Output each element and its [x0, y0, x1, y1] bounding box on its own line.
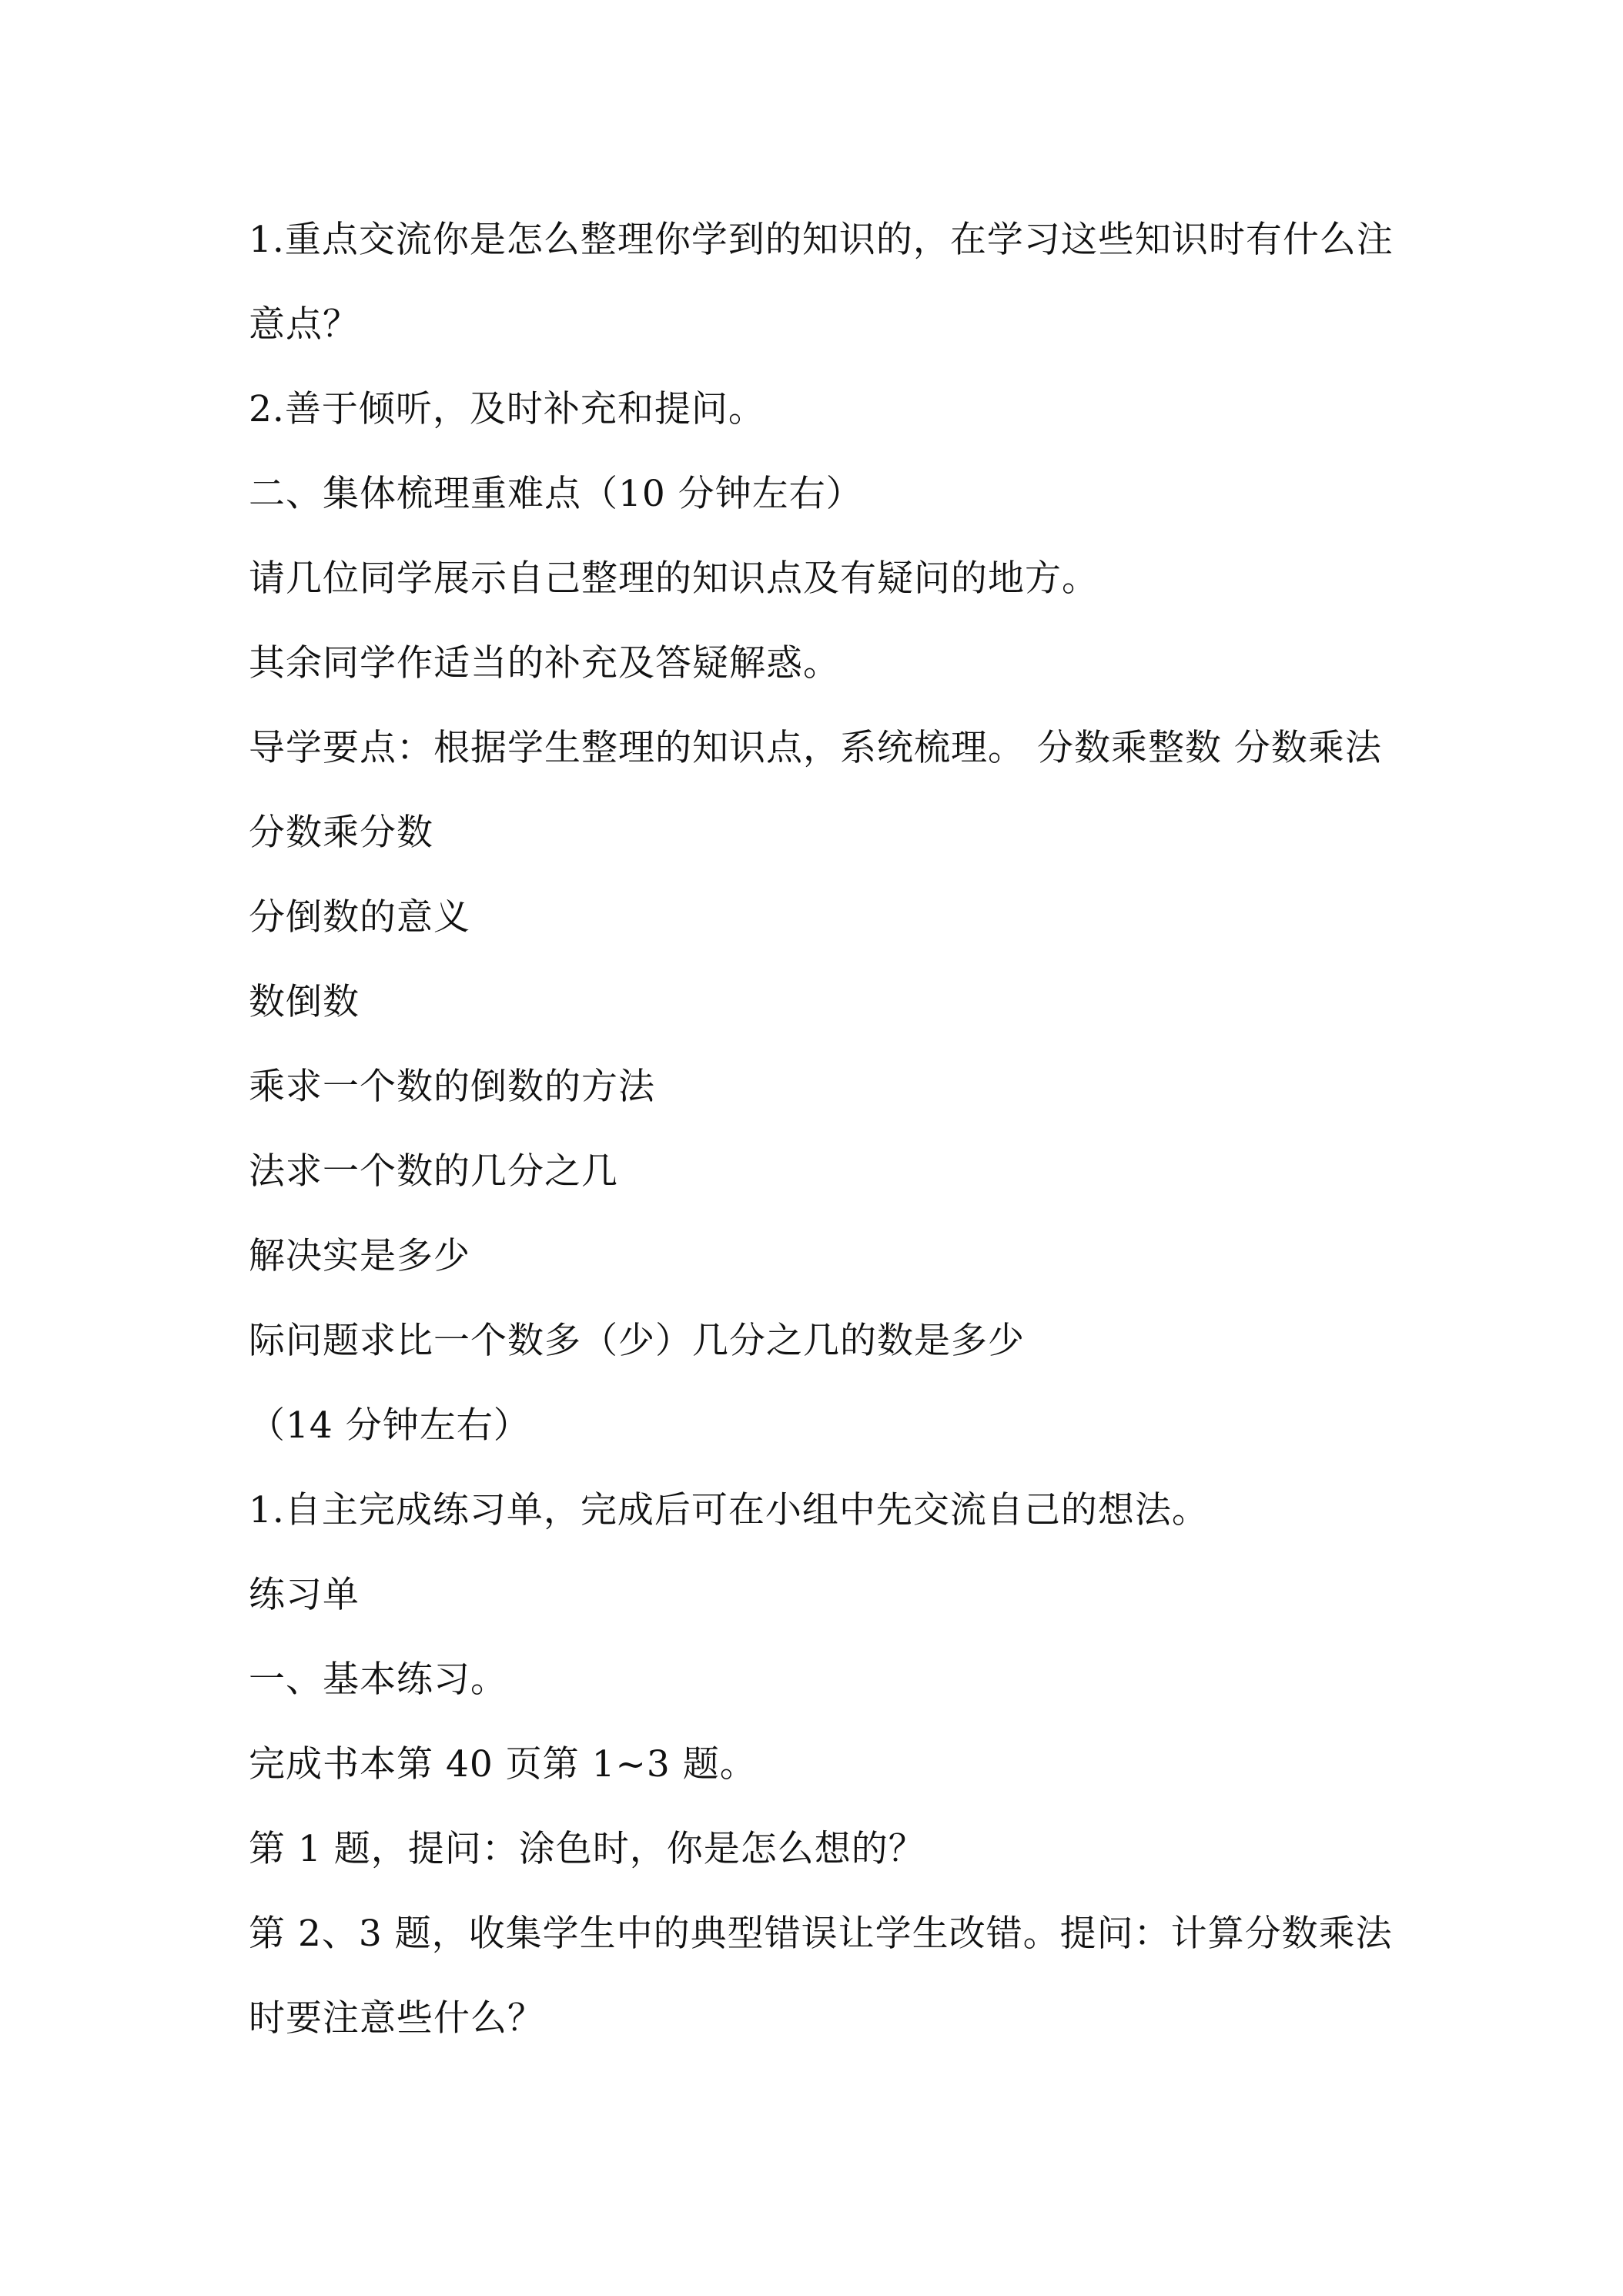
text-line: 完成书本第 40 页第 1~3 题。 [249, 1743, 757, 1786]
section-heading: 二、集体梳理重难点（10 分钟左右） [249, 473, 863, 515]
text-line: 2.善于倾听，及时补充和提问。 [249, 388, 765, 430]
text-line: 分数乘分数 [249, 812, 433, 854]
section-heading: 一、基本练习。 [249, 1658, 507, 1701]
text-line: 请几位同学展示自己整理的知识点及有疑问的地方。 [249, 557, 1099, 600]
text-line: 法求一个数的几分之几 [249, 1150, 618, 1193]
text-line: 数倒数 [249, 981, 360, 1023]
text-line: 导学要点：根据学生整理的知识点，系统梳理。 分数乘整数 分数乘法 [249, 727, 1382, 769]
text-line: （14 分钟左右） [249, 1404, 530, 1447]
text-line: 乘求一个数的倒数的方法 [249, 1066, 655, 1108]
text-line: 1.重点交流你是怎么整理你学到的知识的，在学习这些知识时有什么注 [249, 219, 1394, 261]
text-line: 其余同学作适当的补充及答疑解惑。 [249, 642, 840, 684]
text-line: 第 1 题，提问：涂色时，你是怎么想的？ [249, 1828, 925, 1870]
text-line: 第 2、3 题，收集学生中的典型错误让学生改错。提问：计算分数乘法 [249, 1913, 1393, 1955]
text-line: 意点？ [249, 303, 360, 346]
document-body [249, 212, 1404, 2075]
text-line: 分倒数的意义 [249, 896, 470, 939]
section-heading: 练习单 [249, 1574, 360, 1616]
text-line: 时要注意些什么？ [249, 1997, 544, 2040]
text-line: 解决实是多少 [249, 1235, 470, 1277]
text-line: 1.自主完成练习单，完成后可在小组中先交流自己的想法。 [249, 1489, 1209, 1531]
text-line: 际问题求比一个数多（少）几分之几的数是多少 [249, 1320, 1025, 1362]
